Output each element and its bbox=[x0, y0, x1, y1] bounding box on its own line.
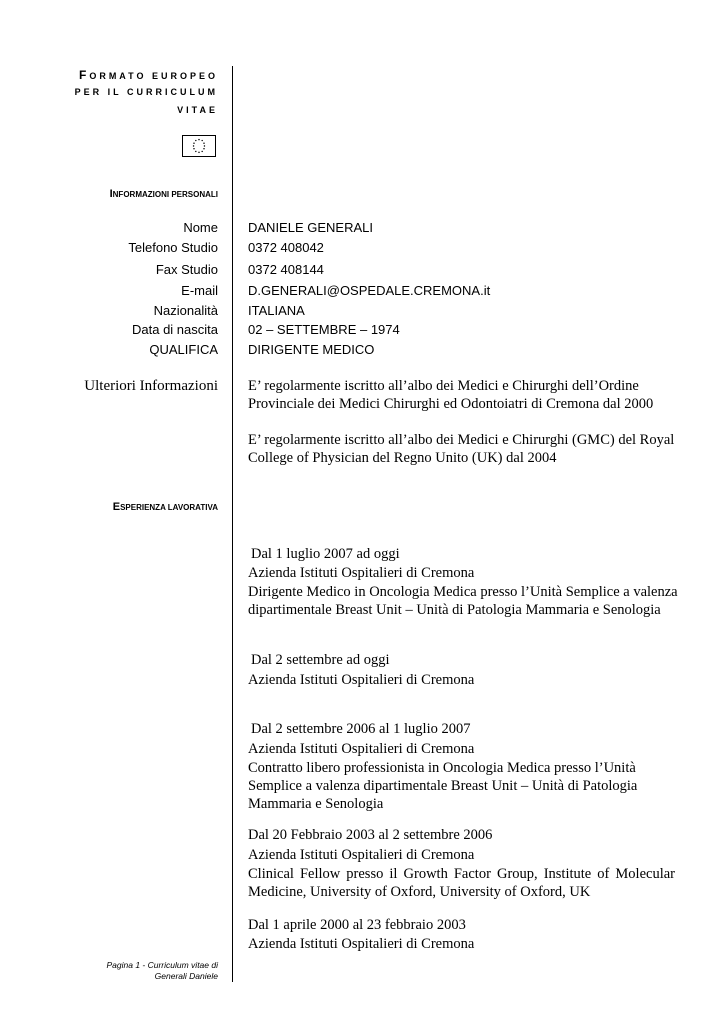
experience-4-employer: Azienda Istituti Ospitalieri di Cremona bbox=[248, 847, 475, 863]
experience-5-employer: Azienda Istituti Ospitalieri di Cremona bbox=[248, 936, 475, 952]
page-footer bbox=[107, 960, 219, 982]
value-email[interactable]: D.GENERALI@OSPEDALE.CREMONA.it bbox=[248, 283, 491, 298]
label-nazionalita: Nazionalità bbox=[153, 303, 218, 318]
label-data-nascita: Data di nascita bbox=[132, 322, 218, 337]
experience-3-employer: Azienda Istituti Ospitalieri di Cremona bbox=[248, 741, 475, 757]
experience-4-period: Dal 20 Febbraio 2003 al 2 settembre 2006 bbox=[248, 827, 493, 843]
label-fax: Fax Studio bbox=[155, 262, 218, 277]
value-telefono: 0372 408042 bbox=[248, 240, 324, 255]
label-ulteriori-informazioni: Ulteriori Informazioni bbox=[84, 378, 218, 394]
experience-3-role: Contratto libero professionista in Oncologia Medica presso l’Unità Semplice a valenza dipartimentale Breast Unit – Unità di Patologia Mammaria e Senologia bbox=[248, 760, 638, 812]
cv-title-line-3: VITAE bbox=[177, 105, 218, 115]
section-work-experience: ESPERIENZA LAVORATIVA bbox=[112, 501, 218, 513]
value-fax: 0372 408144 bbox=[248, 262, 324, 277]
cv-title-line-1: FORMATO EUROPEO bbox=[78, 68, 218, 82]
value-data-nascita: 02 – SETTEMBRE – 1974 bbox=[248, 322, 400, 337]
footer-line-1: Pagina 1 - Curriculum vitae di bbox=[106, 960, 218, 970]
experience-1-employer: Azienda Istituti Ospitalieri di Cremona bbox=[248, 565, 475, 581]
cv-title-line-2: PER IL CURRICULUM bbox=[74, 87, 218, 97]
experience-4-role: Clinical Fellow presso il Growth Factor Group, Institute of Molecular Medicine, University of Oxford, University of Oxford, UK bbox=[248, 866, 675, 900]
experience-5-period: Dal 1 aprile 2000 al 23 febbraio 2003 bbox=[248, 917, 466, 933]
label-telefono: Telefono Studio bbox=[128, 240, 218, 255]
experience-3-period: Dal 2 settembre 2006 al 1 luglio 2007 bbox=[251, 721, 471, 737]
value-nazionalita: ITALIANA bbox=[248, 303, 305, 318]
label-email: E-mail bbox=[181, 283, 218, 298]
more-info-paragraph-1: E’ regolarmente iscritto all’albo dei Medici e Chirurghi dell’Ordine Provinciale dei Medici Chirurghi ed Odontoiatri di Cremona dal 2000 bbox=[248, 378, 654, 412]
column-divider bbox=[232, 66, 233, 982]
eu-flag-icon bbox=[182, 135, 216, 157]
experience-2-period: Dal 2 settembre ad oggi bbox=[251, 652, 390, 668]
experience-1-period: Dal 1 luglio 2007 ad oggi bbox=[251, 546, 400, 562]
value-qualifica: DIRIGENTE MEDICO bbox=[248, 342, 375, 357]
footer-line-2: Generali Daniele bbox=[154, 971, 218, 981]
label-nome: Nome bbox=[183, 220, 218, 235]
value-nome: DANIELE GENERALI bbox=[248, 220, 373, 235]
experience-1-role: Dirigente Medico in Oncologia Medica presso l’Unità Semplice a valenza dipartimentale Breast Unit – Unità di Patologia Mammaria e Senologia bbox=[248, 584, 678, 618]
experience-2-employer: Azienda Istituti Ospitalieri di Cremona bbox=[248, 672, 475, 688]
more-info-paragraph-2: E’ regolarmente iscritto all’albo dei Medici e Chirurghi (GMC) del Royal College of Physician del Regno Unito (UK) dal 2004 bbox=[248, 432, 675, 466]
section-personal-info: INFORMAZIONI PERSONALI bbox=[109, 188, 218, 200]
label-qualifica: QUALIFICA bbox=[149, 342, 218, 357]
